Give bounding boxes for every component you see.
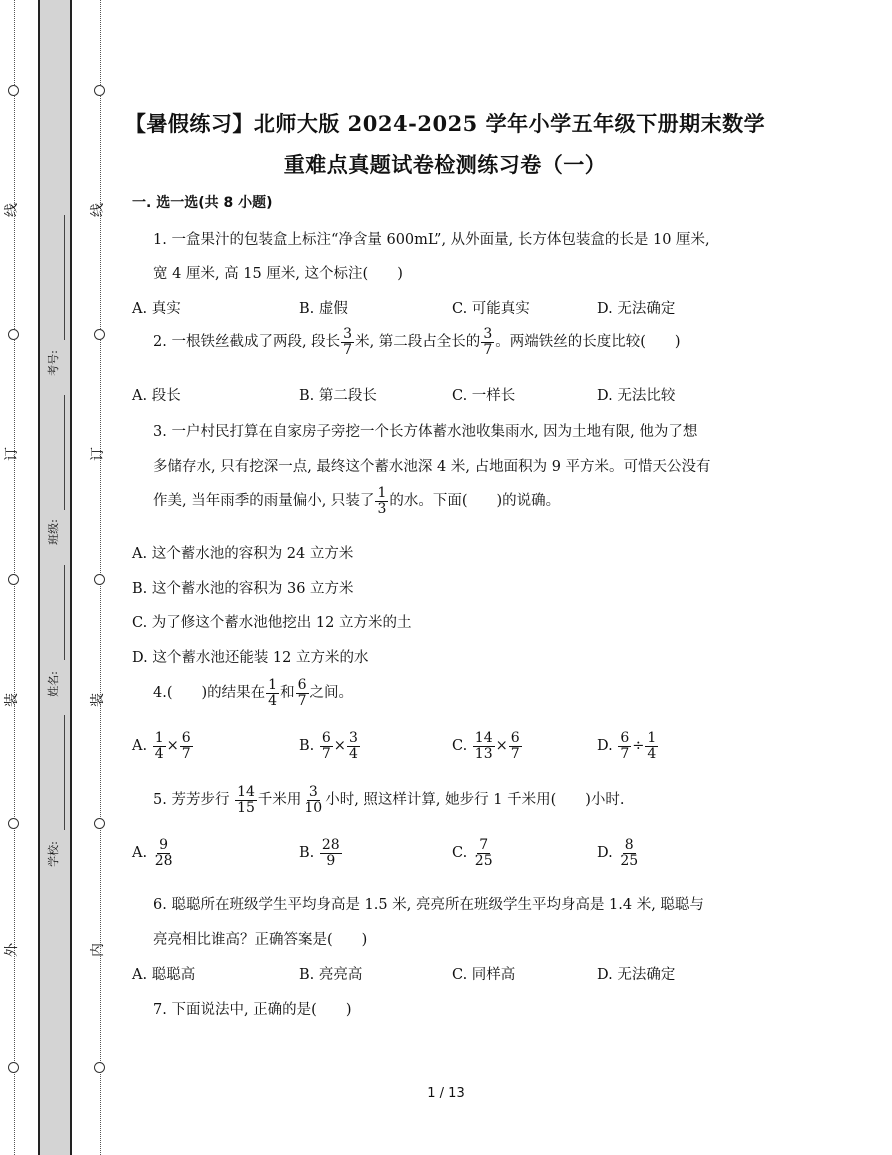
question-5 [153, 785, 625, 815]
question-1-line-2: 宽 4 厘米, 高 15 厘米, 这个标注( ) [153, 266, 403, 282]
q6-option-b[interactable]: B. 亮亮高 [299, 967, 363, 983]
binding-hole [8, 818, 19, 829]
q2-fraction-1: $\frac{3}{7}$ [343, 326, 353, 358]
q6-option-a[interactable]: A. 聪聪高 [132, 967, 196, 983]
binding-hole [94, 574, 105, 585]
q5-option-c[interactable]: C. $\frac{7}{25}$ [452, 837, 493, 869]
question-3-line-2: 多储存水, 只有挖深一点, 最终这个蓄水池深 4 米, 占地面积为 9 平方米。可惜天公没有 [153, 459, 711, 475]
q2-text-mid: 米, 第二段占全长的 [355, 334, 481, 351]
q2-option-c[interactable]: C. 一样长 [452, 388, 516, 404]
q4-fraction-2: $\frac{6}{7}$ [297, 677, 307, 709]
margin-char-inner: 线 [90, 203, 106, 217]
field-label-name: 姓名: [46, 671, 60, 697]
binding-hole [8, 1062, 19, 1073]
q4-fraction-1: $\frac{1}{4}$ [268, 677, 278, 709]
q3-text-pre: 作美, 当年雨季的雨量偏小, 只装了 [153, 493, 375, 510]
q6-option-d[interactable]: D. 无法确定 [597, 967, 676, 983]
q5-fraction-1: $\frac{14}{15}$ [237, 784, 255, 816]
q2-option-b[interactable]: B. 第二段长 [299, 388, 377, 404]
q3-option-b[interactable]: B. 这个蓄水池的容积为 36 立方米 [132, 581, 354, 597]
q4-option-a[interactable]: A. $\frac{1}{4}$ × $\frac{6}{7}$ [132, 730, 191, 762]
q3-option-c[interactable]: C. 为了修这个蓄水池他挖出 12 立方米的土 [132, 615, 412, 631]
binding-hole [94, 85, 105, 96]
question-3-line-3 [153, 486, 560, 516]
q2-text-pre: 2. 一根铁丝截成了两段, 段长 [153, 334, 341, 351]
exam-number-line[interactable] [64, 215, 65, 340]
margin-char-inner: 装 [90, 693, 106, 707]
class-line[interactable] [64, 395, 65, 510]
page-number: 1 / 13 [427, 1086, 465, 1101]
q2-option-a[interactable]: A. 段长 [132, 388, 181, 404]
question-3-line-1: 3. 一户村民打算在自家房子旁挖一个长方体蓄水池收集雨水, 因为土地有限, 他为了想 [153, 424, 698, 440]
field-label-class: 班级: [46, 519, 60, 545]
school-line[interactable] [64, 715, 65, 830]
q4-text-mid: 和 [280, 685, 295, 702]
binding-hole [8, 574, 19, 585]
question-6-line-2: 亮亮相比谁高？正确答案是( ) [153, 932, 368, 948]
title-line-2: 重难点真题试卷检测练习卷（一） [283, 152, 607, 177]
question-6-line-1: 6. 聪聪所在班级学生平均身高是 1.5 米, 亮亮所在班级学生平均身高是 1.4 米, 聪聪与 [153, 897, 704, 913]
q3-option-d[interactable]: D. 这个蓄水池还能装 12 立方米的水 [132, 650, 369, 666]
q4-option-c[interactable]: C. $\frac{14}{13}$ × $\frac{6}{7}$ [452, 730, 520, 762]
margin-char-outer: 线 [4, 203, 20, 217]
q5-text-mid: 千米用 [257, 792, 302, 809]
section-heading: 一. 选一选(共 8 小题) [132, 195, 273, 211]
field-label-exam-number: 考号: [46, 350, 60, 376]
q2-fraction-2: $\frac{3}{7}$ [483, 326, 493, 358]
q3-text-post: 的水。下面( )的说确。 [389, 493, 561, 510]
question-2 [153, 327, 681, 357]
margin-char-outer: 订 [4, 447, 20, 461]
title-line-1: 【暑假练习】北师大版 2024-2025 学年小学五年级下册期末数学 [124, 111, 766, 136]
q4-option-b[interactable]: B. $\frac{6}{7}$ × $\frac{3}{4}$ [299, 730, 358, 762]
q2-option-d[interactable]: D. 无法比较 [597, 388, 676, 404]
binding-hole [94, 329, 105, 340]
q1-option-b[interactable]: B. 虚假 [299, 301, 348, 317]
q3-option-a[interactable]: A. 这个蓄水池的容积为 24 立方米 [132, 546, 354, 562]
binding-hole [94, 1062, 105, 1073]
margin-char-outer: 外 [4, 943, 20, 957]
field-label-school: 学校: [46, 841, 60, 867]
name-line[interactable] [64, 565, 65, 660]
question-1-line-1: 1. 一盒果汁的包装盒上标注“净含量 600mL”, 从外面量, 长方体包装盒的长是 10 厘米, [153, 232, 710, 248]
q4-text-pre: 4.( )的结果在 [153, 685, 266, 702]
q5-option-d[interactable]: D. $\frac{8}{25}$ [597, 837, 639, 869]
binding-hole [8, 85, 19, 96]
q5-text-post: 小时, 照这样计算, 她步行 1 千米用( )小时. [325, 792, 625, 809]
q5-fraction-2: $\frac{3}{10}$ [304, 784, 323, 816]
margin-char-inner: 内 [90, 943, 106, 957]
q1-option-c[interactable]: C. 可能真实 [452, 301, 530, 317]
binding-strip [38, 0, 72, 1155]
q5-text-pre: 5. 芳芳步行 [153, 792, 230, 809]
binding-hole [8, 329, 19, 340]
q2-text-post: 。两端铁丝的长度比较( ) [495, 334, 681, 351]
q6-option-c[interactable]: C. 同样高 [452, 967, 516, 983]
q5-option-b[interactable]: B. $\frac{28}{9}$ [299, 837, 340, 869]
q4-text-post: 之间。 [309, 685, 353, 702]
question-4 [153, 678, 353, 708]
margin-char-inner: 订 [90, 447, 106, 461]
binding-hole [94, 818, 105, 829]
question-7-line-1: 7. 下面说法中, 正确的是( ) [153, 1002, 352, 1018]
q4-option-d[interactable]: D. $\frac{6}{7}$ ÷ $\frac{1}{4}$ [597, 730, 657, 762]
q1-option-d[interactable]: D. 无法确定 [597, 301, 676, 317]
q5-option-a[interactable]: A. $\frac{9}{28}$ [132, 837, 173, 869]
q1-option-a[interactable]: A. 真实 [132, 301, 181, 317]
margin-char-outer: 装 [4, 693, 20, 707]
q3-fraction: $\frac{1}{3}$ [377, 485, 387, 517]
